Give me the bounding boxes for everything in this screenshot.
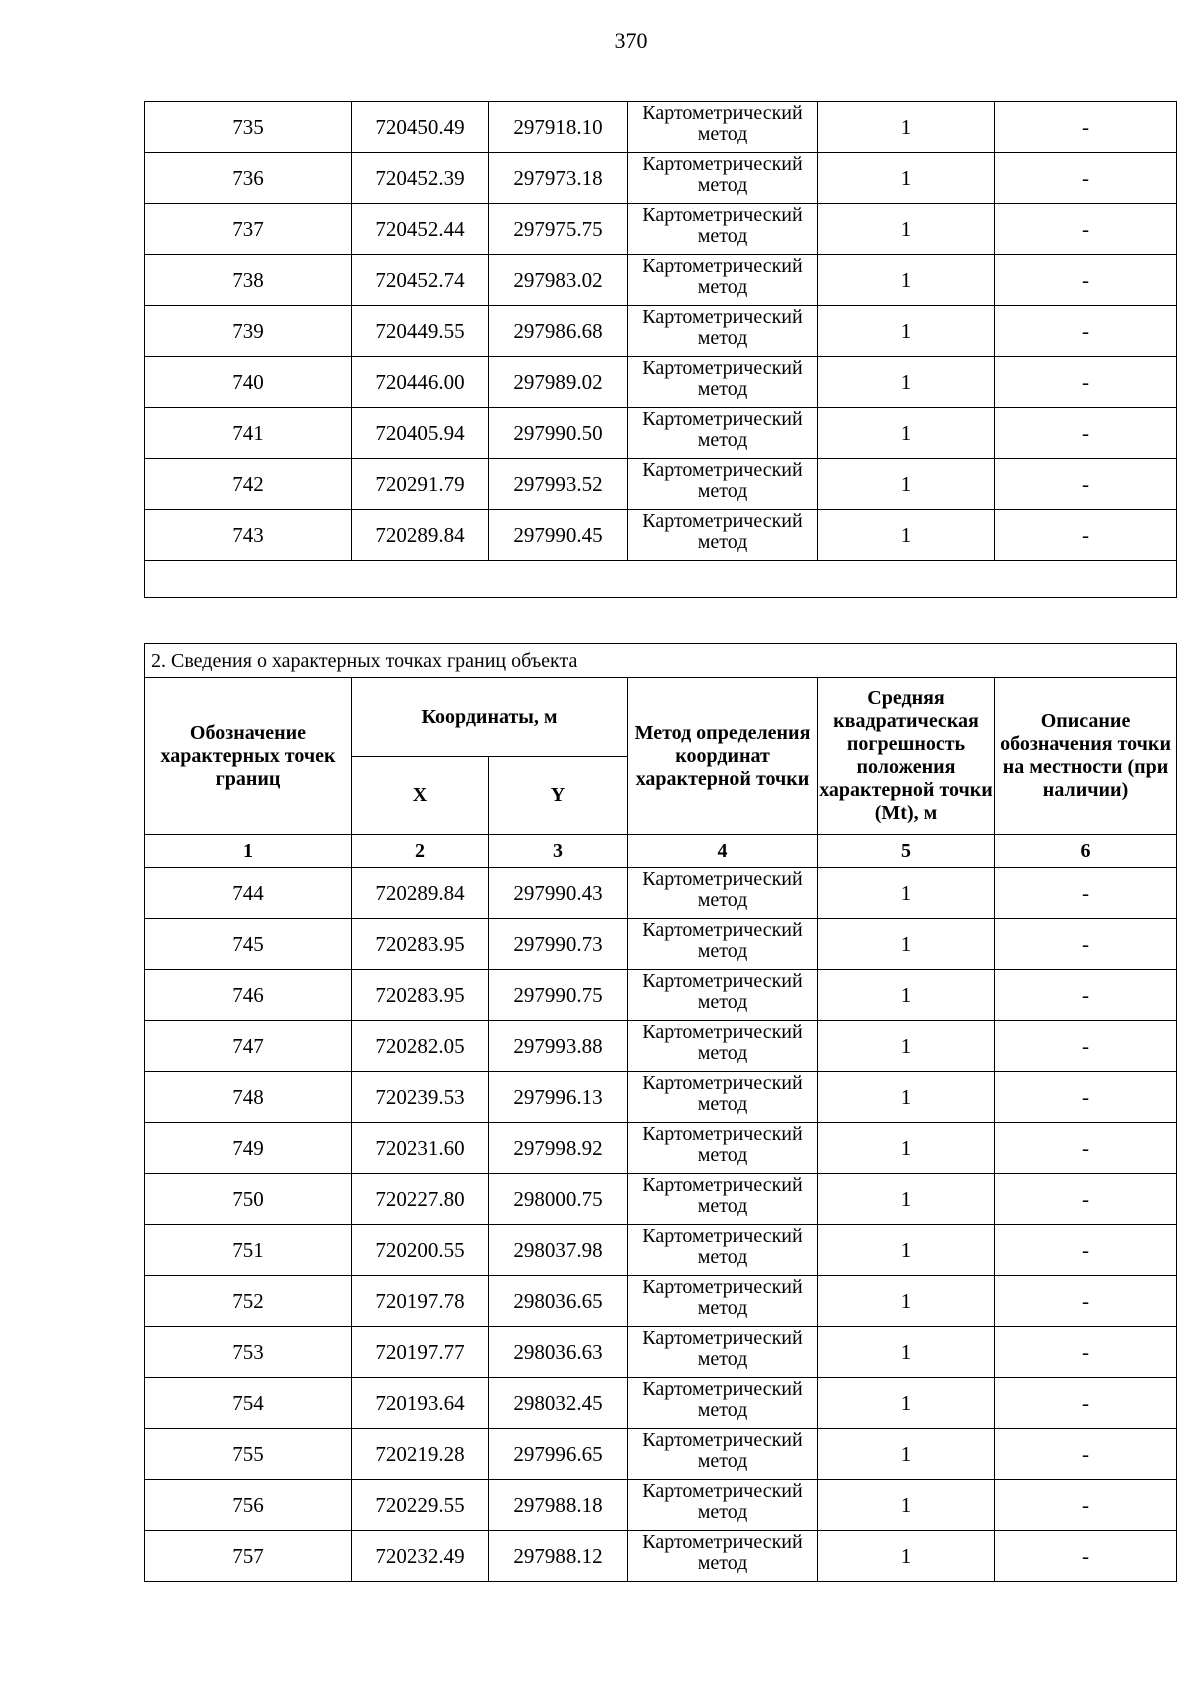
table-row bbox=[145, 204, 1177, 255]
empty-cell bbox=[145, 561, 1177, 598]
y-coordinate-cell: 297996.65 bbox=[489, 1429, 628, 1480]
x-coordinate-cell: 720405.94 bbox=[352, 408, 489, 459]
method-cell: Картометрический метод bbox=[628, 1480, 818, 1531]
header-method: Метод определения координат характерной точки bbox=[628, 678, 818, 835]
y-coordinate-cell: 298000.75 bbox=[489, 1174, 628, 1225]
x-coordinate-cell: 720282.05 bbox=[352, 1021, 489, 1072]
table-row bbox=[145, 1531, 1177, 1582]
point-id-cell: 753 bbox=[145, 1327, 352, 1378]
point-id-cell: 749 bbox=[145, 1123, 352, 1174]
y-coordinate-cell: 297983.02 bbox=[489, 255, 628, 306]
x-coordinate-cell: 720229.55 bbox=[352, 1480, 489, 1531]
y-coordinate-cell: 297990.73 bbox=[489, 919, 628, 970]
error-cell: 1 bbox=[818, 1276, 995, 1327]
point-id-cell: 735 bbox=[145, 102, 352, 153]
description-cell: - bbox=[995, 868, 1177, 919]
page-number: 370 bbox=[614, 28, 648, 53]
point-id-cell: 745 bbox=[145, 919, 352, 970]
y-coordinate-cell: 297996.13 bbox=[489, 1072, 628, 1123]
method-cell: Картометрический метод bbox=[628, 868, 818, 919]
table-row bbox=[145, 1072, 1177, 1123]
description-cell: - bbox=[995, 1531, 1177, 1582]
description-cell: - bbox=[995, 1021, 1177, 1072]
point-id-cell: 743 bbox=[145, 510, 352, 561]
method-cell: Картометрический метод bbox=[628, 1225, 818, 1276]
point-id-cell: 757 bbox=[145, 1531, 352, 1582]
header-designation: Обозначение характерных точек границ bbox=[145, 678, 352, 835]
method-cell: Картометрический метод bbox=[628, 510, 818, 561]
column-number: 6 bbox=[995, 835, 1177, 868]
y-coordinate-cell: 297918.10 bbox=[489, 102, 628, 153]
header-error: Средняя квадратическая погрешность положения характерной точки (Mt), м bbox=[818, 678, 995, 835]
table-row bbox=[145, 1327, 1177, 1378]
header-y: Y bbox=[489, 757, 628, 835]
point-id-cell: 738 bbox=[145, 255, 352, 306]
method-cell: Картометрический метод bbox=[628, 255, 818, 306]
error-cell: 1 bbox=[818, 1123, 995, 1174]
x-coordinate-cell: 720231.60 bbox=[352, 1123, 489, 1174]
description-cell: - bbox=[995, 357, 1177, 408]
x-coordinate-cell: 720283.95 bbox=[352, 970, 489, 1021]
description-cell: - bbox=[995, 919, 1177, 970]
error-cell: 1 bbox=[818, 1225, 995, 1276]
error-cell: 1 bbox=[818, 153, 995, 204]
error-cell: 1 bbox=[818, 1429, 995, 1480]
y-coordinate-cell: 297988.12 bbox=[489, 1531, 628, 1582]
header-description: Описание обозначения точки на местности (при наличии) bbox=[995, 678, 1177, 835]
description-cell: - bbox=[995, 459, 1177, 510]
table-row bbox=[145, 1480, 1177, 1531]
description-cell: - bbox=[995, 255, 1177, 306]
method-cell: Картометрический метод bbox=[628, 1021, 818, 1072]
point-id-cell: 746 bbox=[145, 970, 352, 1021]
column-number: 1 bbox=[145, 835, 352, 868]
point-id-cell: 736 bbox=[145, 153, 352, 204]
column-number: 3 bbox=[489, 835, 628, 868]
point-id-cell: 740 bbox=[145, 357, 352, 408]
y-coordinate-cell: 297975.75 bbox=[489, 204, 628, 255]
description-cell: - bbox=[995, 306, 1177, 357]
y-coordinate-cell: 298037.98 bbox=[489, 1225, 628, 1276]
x-coordinate-cell: 720219.28 bbox=[352, 1429, 489, 1480]
x-coordinate-cell: 720452.44 bbox=[352, 204, 489, 255]
error-cell: 1 bbox=[818, 510, 995, 561]
y-coordinate-cell: 297990.43 bbox=[489, 868, 628, 919]
x-coordinate-cell: 720232.49 bbox=[352, 1531, 489, 1582]
point-id-cell: 751 bbox=[145, 1225, 352, 1276]
method-cell: Картометрический метод bbox=[628, 919, 818, 970]
description-cell: - bbox=[995, 1378, 1177, 1429]
table-row bbox=[145, 306, 1177, 357]
method-cell: Картометрический метод bbox=[628, 1531, 818, 1582]
point-id-cell: 755 bbox=[145, 1429, 352, 1480]
y-coordinate-cell: 297998.92 bbox=[489, 1123, 628, 1174]
y-coordinate-cell: 297990.50 bbox=[489, 408, 628, 459]
description-cell: - bbox=[995, 970, 1177, 1021]
method-cell: Картометрический метод bbox=[628, 204, 818, 255]
point-id-cell: 754 bbox=[145, 1378, 352, 1429]
error-cell: 1 bbox=[818, 1021, 995, 1072]
x-coordinate-cell: 720450.49 bbox=[352, 102, 489, 153]
table-row bbox=[145, 1276, 1177, 1327]
x-coordinate-cell: 720227.80 bbox=[352, 1174, 489, 1225]
method-cell: Картометрический метод bbox=[628, 357, 818, 408]
error-cell: 1 bbox=[818, 868, 995, 919]
table-row bbox=[145, 1174, 1177, 1225]
method-cell: Картометрический метод bbox=[628, 970, 818, 1021]
x-coordinate-cell: 720452.74 bbox=[352, 255, 489, 306]
y-coordinate-cell: 297973.18 bbox=[489, 153, 628, 204]
coordinates-table-body bbox=[145, 102, 1177, 561]
error-cell: 1 bbox=[818, 306, 995, 357]
point-id-cell: 750 bbox=[145, 1174, 352, 1225]
coordinates-table-continued bbox=[144, 101, 1177, 598]
description-cell: - bbox=[995, 1174, 1177, 1225]
y-coordinate-cell: 298032.45 bbox=[489, 1378, 628, 1429]
x-coordinate-cell: 720193.64 bbox=[352, 1378, 489, 1429]
table-row bbox=[145, 510, 1177, 561]
y-coordinate-cell: 297993.88 bbox=[489, 1021, 628, 1072]
point-id-cell: 747 bbox=[145, 1021, 352, 1072]
method-cell: Картометрический метод bbox=[628, 1327, 818, 1378]
table-row bbox=[145, 255, 1177, 306]
description-cell: - bbox=[995, 1225, 1177, 1276]
empty-row bbox=[145, 561, 1177, 598]
error-cell: 1 bbox=[818, 459, 995, 510]
section-title-row bbox=[145, 644, 1177, 678]
error-cell: 1 bbox=[818, 357, 995, 408]
column-number: 5 bbox=[818, 835, 995, 868]
description-cell: - bbox=[995, 204, 1177, 255]
table-row bbox=[145, 1123, 1177, 1174]
header-x: X bbox=[352, 757, 489, 835]
y-coordinate-cell: 298036.63 bbox=[489, 1327, 628, 1378]
x-coordinate-cell: 720449.55 bbox=[352, 306, 489, 357]
method-cell: Картометрический метод bbox=[628, 408, 818, 459]
method-cell: Картометрический метод bbox=[628, 1378, 818, 1429]
point-id-cell: 739 bbox=[145, 306, 352, 357]
table-row bbox=[145, 1021, 1177, 1072]
error-cell: 1 bbox=[818, 970, 995, 1021]
error-cell: 1 bbox=[818, 1072, 995, 1123]
point-id-cell: 756 bbox=[145, 1480, 352, 1531]
description-cell: - bbox=[995, 1327, 1177, 1378]
x-coordinate-cell: 720239.53 bbox=[352, 1072, 489, 1123]
table-row bbox=[145, 970, 1177, 1021]
method-cell: Картометрический метод bbox=[628, 459, 818, 510]
point-id-cell: 737 bbox=[145, 204, 352, 255]
description-cell: - bbox=[995, 1480, 1177, 1531]
x-coordinate-cell: 720283.95 bbox=[352, 919, 489, 970]
table-row bbox=[145, 357, 1177, 408]
boundary-points-body bbox=[145, 868, 1177, 1582]
column-number: 4 bbox=[628, 835, 818, 868]
y-coordinate-cell: 297990.75 bbox=[489, 970, 628, 1021]
description-cell: - bbox=[995, 1429, 1177, 1480]
x-coordinate-cell: 720200.55 bbox=[352, 1225, 489, 1276]
table-row bbox=[145, 153, 1177, 204]
description-cell: - bbox=[995, 153, 1177, 204]
x-coordinate-cell: 720289.84 bbox=[352, 510, 489, 561]
header-row bbox=[145, 678, 1177, 757]
method-cell: Картометрический метод bbox=[628, 1429, 818, 1480]
error-cell: 1 bbox=[818, 1378, 995, 1429]
section-title: 2. Сведения о характерных точках границ объекта bbox=[145, 644, 1177, 678]
table-row bbox=[145, 408, 1177, 459]
table-row bbox=[145, 102, 1177, 153]
error-cell: 1 bbox=[818, 1480, 995, 1531]
description-cell: - bbox=[995, 408, 1177, 459]
header-coordinates: Координаты, м bbox=[352, 678, 628, 757]
table-row bbox=[145, 1225, 1177, 1276]
point-id-cell: 752 bbox=[145, 1276, 352, 1327]
error-cell: 1 bbox=[818, 1327, 995, 1378]
description-cell: - bbox=[995, 1276, 1177, 1327]
error-cell: 1 bbox=[818, 408, 995, 459]
error-cell: 1 bbox=[818, 1174, 995, 1225]
point-id-cell: 742 bbox=[145, 459, 352, 510]
column-number: 2 bbox=[352, 835, 489, 868]
method-cell: Картометрический метод bbox=[628, 102, 818, 153]
y-coordinate-cell: 298036.65 bbox=[489, 1276, 628, 1327]
method-cell: Картометрический метод bbox=[628, 1123, 818, 1174]
method-cell: Картометрический метод bbox=[628, 1276, 818, 1327]
description-cell: - bbox=[995, 1072, 1177, 1123]
y-coordinate-cell: 297989.02 bbox=[489, 357, 628, 408]
table-row bbox=[145, 1378, 1177, 1429]
description-cell: - bbox=[995, 510, 1177, 561]
x-coordinate-cell: 720446.00 bbox=[352, 357, 489, 408]
table-row bbox=[145, 1429, 1177, 1480]
table-row bbox=[145, 919, 1177, 970]
description-cell: - bbox=[995, 102, 1177, 153]
x-coordinate-cell: 720197.77 bbox=[352, 1327, 489, 1378]
table-row bbox=[145, 459, 1177, 510]
y-coordinate-cell: 297990.45 bbox=[489, 510, 628, 561]
y-coordinate-cell: 297988.18 bbox=[489, 1480, 628, 1531]
error-cell: 1 bbox=[818, 919, 995, 970]
x-coordinate-cell: 720197.78 bbox=[352, 1276, 489, 1327]
y-coordinate-cell: 297986.68 bbox=[489, 306, 628, 357]
point-id-cell: 748 bbox=[145, 1072, 352, 1123]
x-coordinate-cell: 720291.79 bbox=[352, 459, 489, 510]
x-coordinate-cell: 720289.84 bbox=[352, 868, 489, 919]
boundary-points-table bbox=[144, 643, 1177, 1582]
error-cell: 1 bbox=[818, 1531, 995, 1582]
error-cell: 1 bbox=[818, 102, 995, 153]
error-cell: 1 bbox=[818, 204, 995, 255]
point-id-cell: 744 bbox=[145, 868, 352, 919]
point-id-cell: 741 bbox=[145, 408, 352, 459]
method-cell: Картометрический метод bbox=[628, 1174, 818, 1225]
column-number-row bbox=[145, 835, 1177, 868]
method-cell: Картометрический метод bbox=[628, 1072, 818, 1123]
description-cell: - bbox=[995, 1123, 1177, 1174]
error-cell: 1 bbox=[818, 255, 995, 306]
method-cell: Картометрический метод bbox=[628, 306, 818, 357]
x-coordinate-cell: 720452.39 bbox=[352, 153, 489, 204]
method-cell: Картометрический метод bbox=[628, 153, 818, 204]
table-row bbox=[145, 868, 1177, 919]
y-coordinate-cell: 297993.52 bbox=[489, 459, 628, 510]
